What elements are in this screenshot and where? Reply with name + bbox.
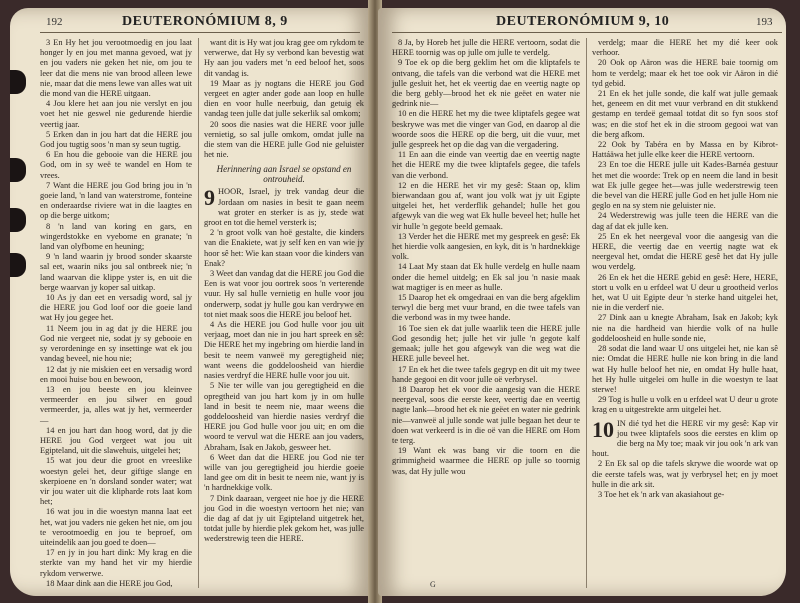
verse: 18 Daarop het ek voor die aangesig van die HERE neergeval, soos die eerste keer, veertig dae en veertig nagte lank—brood het ek nie geëet en water nie gedrink nie—vanweë al julle sonde wat julle begaan het deur te doen wat verkeerd is in die oë van die HERE om Hom te terg. — [392, 384, 580, 445]
chapter-start: 9 HOOR, Israel, jy trek vandag deur die Jordaan om nasies in besit te gaan neem wat groter en sterker is as jy, stede wat groot en tot die hemel versterk is; — [204, 185, 364, 228]
verse: 16 Toe sien ek dat julle waarlik teen die HERE julle God gesondig het; julle het vir julle 'n gegote kalf gemaak; julle het gou afgewyk van die weg wat die HERE julle beveel het. — [392, 323, 580, 364]
text-column-left — [40, 38, 192, 589]
verse: 11 En aan die einde van veertig dae en veertig nagte het die HERE my die twee kliptafels gegee, die tafels van die verbond. — [392, 150, 580, 180]
thumb-index-tab[interactable] — [10, 158, 26, 182]
verse: 22 Ook by Tabéra en by Massa en by Kibrot-Hattáäwa het julle elke keer die HERE vertoorn. — [592, 140, 778, 160]
page-header: DEUTERONÓMIUM 9, 10 — [496, 14, 670, 29]
verse: 12 dat jy nie miskien eet en versadig word en mooi huise bou en bewoon, — [40, 364, 192, 384]
verse: 28 sodat die land waar U ons uitgelei het, nie kan sê nie: Omdat die HERE hulle nie kon bring in die land wat Hy hulle beloof het nie, en omdat Hy hulle haat, het Hy hulle uitgelei om hulle in die woestyn te laat sterwe! — [592, 344, 778, 394]
verse: 9 Toe ek op die berg geklim het om die kliptafels te ontvang, die tafels van die verbond wat die HERE met julle gesluit het, het ek veertig dae en veertig nagte op die berg gebly—brood het ek nie geëet en water nie gedrink nie— — [392, 58, 580, 109]
verse: 13 en jou beeste en jou kleinvee vermeerder en jou silwer en goud vermeerder, ja, alles wat jy het, vermeerder— — [40, 384, 192, 425]
verse: 5 Nie ter wille van jou geregtigheid en die opregtheid van jou hart kom jy in om hulle land in besit te neem nie, maar weens die goddeloosheid van hierdie nasies verdryf die HERE jou God hulle voor jou uit; en om die woord te vervul wat die HERE aan jou vaders, Abraham, Isak en Jakob, gesweer het. — [204, 381, 364, 452]
text-column-right — [204, 38, 364, 545]
verse: 2 'n groot volk van hoë gestalte, die kinders van die Enakiete, wat jy self ken en van wie jy hoor sê het: Wie kan staan voor die kinders van Enak? — [204, 228, 364, 268]
verse: 23 En toe die HERE julle uit Kades-Barnéa gestuur het met die woorde: Trek op en neem die land in besit wat Ek julle gegee het—was julle wederstrewig teen die bevel van die HERE julle God en het julle Hom nie geglo en na sy stem nie geluister nie. — [592, 160, 778, 211]
verse: 2 En Ek sal op die tafels skrywe die woorde wat op die eerste tafels was, wat jy verbrysel het; en jy moet hulle in die ark sit. — [592, 459, 778, 489]
left-page — [10, 8, 372, 596]
column-divider — [198, 38, 199, 588]
signature-mark: G — [430, 580, 436, 589]
page-header: DEUTERONÓMIUM 8, 9 — [122, 14, 288, 29]
verse: 6 En hou die gebooie van die HERE jou God, om in sy weë te wandel en Hom te vrees. — [40, 150, 192, 180]
verse: 9 'n land waarin jy brood sonder skaarste sal eet, waarin niks jou sal ontbreek nie; 'n land waarvan die klippe yster is, en uit die berge waarvan jy koper sal uitkap. — [40, 252, 192, 292]
verse: 20 soos die nasies wat die HERE voor julle vernietig, so sal julle omkom, omdat julle na die stem van die HERE julle God nie geluister het nie. — [204, 119, 364, 160]
verse: 24 Wederstrewig was julle teen die HERE van die dag af dat ek julle ken. — [592, 211, 778, 231]
page-number: 192 — [46, 16, 63, 28]
verse: 10 As jy dan eet en versadig word, sal jy die HERE jou God loof oor die goeie land wat Hy jou gegee het. — [40, 293, 192, 323]
verse: 8 Ja, by Horeb het julle die HERE vertoorn, sodat die HERE toornig was op julle om julle te verdelg. — [392, 38, 580, 58]
verse: 27 Dink aan u knegte Abraham, Isak en Jakob; kyk nie na die hardheid van hierdie volk of na hulle goddeloosheid en hulle sonde nie, — [592, 313, 778, 343]
verse: 11 Neem jou in ag dat jy die HERE jou God nie vergeet nie, sodat jy sy gebooie en sy verordeninge en sy insettinge wat ek jou vandag beveel, nie hou nie; — [40, 323, 192, 364]
text-column-left — [392, 38, 580, 477]
verse: 18 Maar dink aan die HERE jou God, — [46, 578, 173, 588]
verse: 7 Want die HERE jou God bring jou in 'n goeie land, 'n land van waterstrome, fonteine en onderaardse riviere wat in die laagtes en op die berge uitkom; — [40, 180, 192, 221]
verse: 14 Laat My staan dat Ek hulle verdelg en hulle naam onder die hemel uitdelg; en Ek sal jou 'n nasie maak wat magtiger is en meer as hulle. — [392, 262, 580, 292]
verse: 15 Daarop het ek omgedraai en van die berg afgeklim terwyl die berg met vuur brand, en die twee tafels van die verbond was in my twee hande. — [392, 293, 580, 323]
thumb-index-tab[interactable] — [10, 208, 26, 232]
verse: want dit is Hy wat jou krag gee om rykdom te verwerwe, dat Hy sy verbond kan bevestig wat Hy aan jou vaders met 'n eed beloof het, soos dit vandag is. — [204, 38, 364, 78]
thumb-index-tab[interactable] — [10, 70, 26, 94]
header-rule — [392, 32, 782, 33]
verse: 25 En ek het neergeval voor die aangesig van die HERE, die veertig dae en veertig nagte wat ek neergeval het, omdat die HERE gesê het dat Hy julle wou verdelg. — [592, 231, 778, 272]
verse: 15 wat jou deur die groot en vreeslike woestyn gelei het, deur giftige slange en skerpioene en 'n dorsland sonder water; wat vir jou water uit die klipharde rots laat kom het; — [40, 456, 192, 507]
verse: 4 Jou klere het aan jou nie verslyt en jou voet het nie geswel nie gedurende hierdie veertig jaar. — [40, 99, 192, 129]
verse: 17 En ek het die twee tafels gegryp en dit uit my twee hande gegooi en dit voor julle oë verbrysel. — [392, 364, 580, 384]
verse: 3 Weet dan vandag dat die HERE jou God die Een is wat voor jou oortrek soos 'n verterende vuur. Hy sal hulle vernietig en hulle voor jou onderwerp, sodat jy hulle gou kan verdrywe en tot niet maak soos die HERE jou beloof het. — [204, 269, 364, 319]
verse: 3 En Hy het jou verootmoedig en jou laat honger ly en jou met manna gevoed, wat jy en jou vaders nie geken het nie, om jou te leer dat die mens nie van brood alleen lewe nie, maar dat die mens lewe van alles wat uit die mond van die HERE uitgaan. — [40, 38, 192, 99]
thumb-index-tab[interactable] — [10, 253, 26, 277]
verse: 19 Maar as jy nogtans die HERE jou God vergeet en agter ander gode aan loop en hulle dien en voor hulle neerbuig, dan getuig ek vandag teen julle dat julle sekerlik sal omkom; — [204, 78, 364, 119]
verse: 5 Erken dan in jou hart dat die HERE jou God jou tugtig soos 'n man sy seun tugtig. — [40, 129, 192, 150]
verse: 6 Weet dan dat die HERE jou God nie ter wille van jou geregtigheid jou hierdie goeie land gee om dit in besit te neem nie, want jy is 'n hardnekkige volk. — [204, 452, 364, 493]
verse: 26 En ek het die HERE gebid en gesê: Here, HERE, stort u volk en u erfdeel wat U deur u grootheid verlos het, wat U uit Egipte deur 'n sterke hand uitgelei het, nie in die verderf nie. — [592, 272, 778, 313]
verse: 7 Dink daaraan, vergeet nie hoe jy die HERE jou God in die woestyn vertoorn het nie; van die dag af dat jy uit Egipteland uitgetrek het, totdat julle by hierdie plek gekom het, was julle wederstrewig teen die HERE. — [204, 493, 364, 544]
section-heading: Herinnering aan Israel se opstand en ontrouheid. — [216, 164, 352, 185]
verse: 4 As die HERE jou God hulle voor jou uit verjaag, moet dan nie in jou hart spreek en sê: Die HERE het my ingebring om hierdie land in besit te neem vanweë my geregtigheid nie; want weens die goddeloosheid van hierdie nasies verdryf die HERE hulle voor jou uit. — [204, 320, 364, 381]
verse: 14 en jou hart dan hoog word, dat jy die HERE jou God vergeet wat jou uit Egipteland, uit die slawehuis, uitgelei het; — [40, 425, 192, 456]
open-book — [6, 0, 798, 603]
chapter-number: 9 — [204, 185, 215, 211]
chapter-number: 10 — [592, 416, 614, 442]
verse: 21 En ek het julle sonde, die kalf wat julle gemaak het, geneem en dit met vuur verbrand en dit stukkend gestamp en terdeë gemaal totdat dit so fyn soos stof was; en die stof het ek in die stroom gegooi wat van die berg afkom. — [592, 89, 778, 139]
verse: 3 Toe het ek 'n ark van akasiahout ge- — [598, 489, 725, 499]
header-rule — [40, 32, 360, 33]
chapter-start: 10 IN dié tyd het die HERE vir my gesê: Kap vir jou twee kliptafels soos die eerstes en klim op die berg na My toe; maak vir jou ook 'n ark van hout. — [592, 416, 778, 459]
page-number: 193 — [756, 16, 773, 28]
verse: 12 en die HERE het vir my gesê: Staan op, klim bierwandaan gou af, want jou volk wat jy uit Egipte uitgelei het, het verderflik gehandel; hulle het gou afgewyk van die weg wat Ek hulle beveel het; hulle het vir hulle 'n gegote beeld gemaak. — [392, 180, 580, 231]
verse: 19 Want ek was bang vir die toorn en die grimmigheid waarmee die HERE op julle so toornig was, dat Hy julle wou — [392, 446, 580, 476]
verse: 16 wat jou in die woestyn manna laat eet het, wat jou vaders nie geken het nie, om jou te verootmoedig en jou te beproef, om uiteindelik aan jou goed te doen— — [40, 507, 192, 547]
column-divider — [586, 38, 587, 588]
text-column-right — [592, 38, 778, 500]
verse: 10 en die HERE het my die twee kliptafels gegee wat beskrywe was met die vinger van God, en daarop al die woorde soos die HERE op die berg, uit die vuur, met julle gespreek het op die dag van die vergadering. — [392, 109, 580, 150]
verse: verdelg; maar die HERE het my dié keer ook verhoor. — [592, 38, 778, 58]
verse: 17 en jy in jou hart dink: My krag en die sterkte van my hand het vir my hierdie rykdom verwerwe. — [40, 548, 192, 578]
verse: 13 Verder het die HERE met my gespreek en gesê: Ek het hierdie volk aangesien, en kyk, dit is 'n hardnekkige volk. — [392, 231, 580, 262]
right-page — [378, 8, 786, 596]
verse: 29 Tog is hulle u volk en u erfdeel wat U deur u grote krag en u uitgestrekte arm uitgelei het. — [592, 395, 778, 415]
verse: 8 'n land van koring en gars, en wingerdstokke en vyebome en granate; 'n land van olyfbome en heuning; — [40, 221, 192, 252]
verse: 20 Ook op Aäron was die HERE baie toornig om hom te verdelg; maar ek het toe ook vir Aäron in dié tyd gebid. — [592, 58, 778, 88]
